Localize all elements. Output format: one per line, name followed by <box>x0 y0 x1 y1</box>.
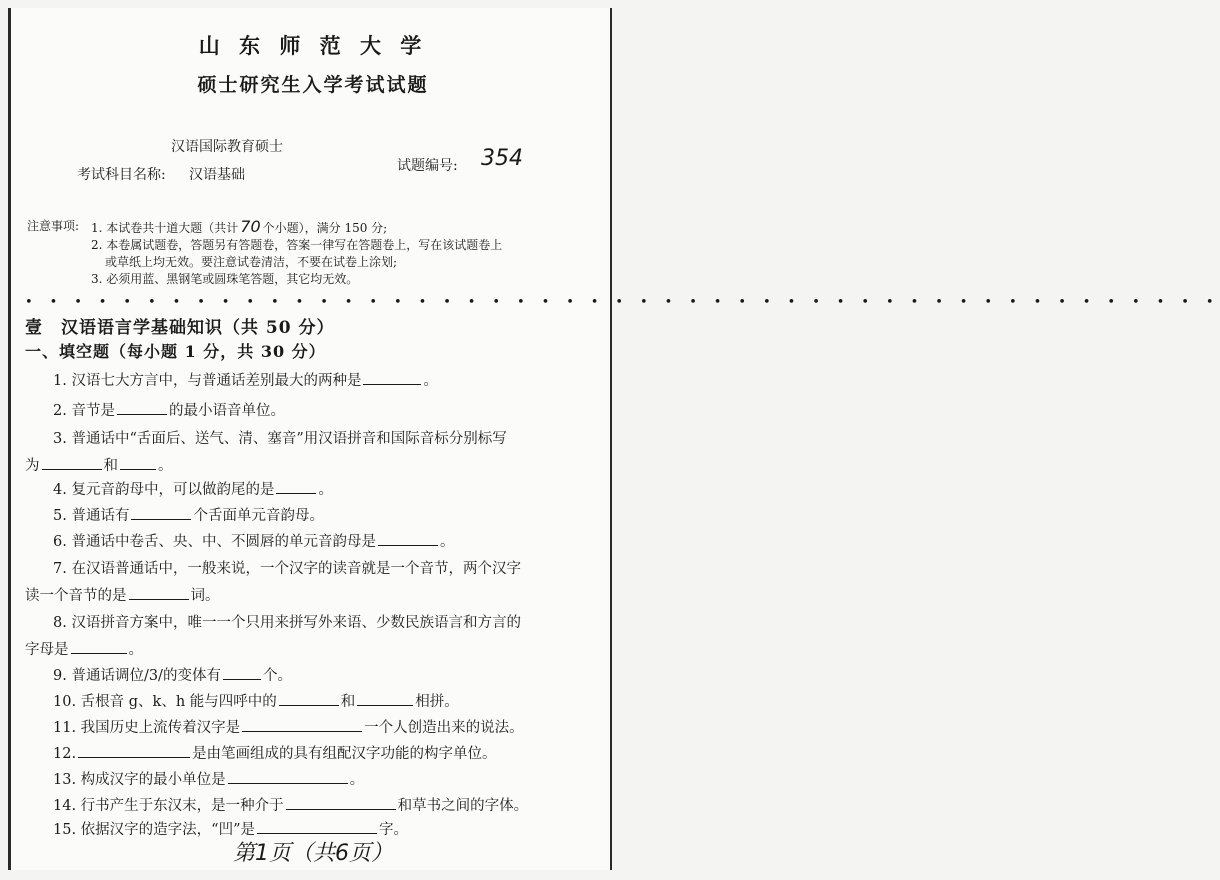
question-3-continued: 为 和 。 <box>25 454 173 475</box>
answer-blank <box>71 639 127 654</box>
question-10: 10. 舌根音 g、k、h 能与四呼中的 和 相拼。 <box>53 690 459 711</box>
subsection-title: 一、填空题（每小题 1 分，共 30 分） <box>25 342 326 361</box>
dotted-divider: • • • • • • • • • • • • • • • • • • • • • • • • • • • • • • • • • • • • • • • • • • • • • • • • • <box>25 295 1220 310</box>
answer-blank <box>117 400 167 415</box>
answer-blank <box>131 505 191 520</box>
section-title: 壹 汉语语言学基础知识（共 50 分） <box>25 318 335 338</box>
notes-label: 注意事项: <box>27 219 80 233</box>
notes-block <box>27 218 502 288</box>
answer-blank <box>378 531 438 546</box>
answer-blank <box>357 691 413 706</box>
question-count: 70 <box>240 217 261 236</box>
subject-value: 汉语基础 <box>189 167 245 183</box>
question-7: 7. 在汉语普通话中，一般来说，一个汉字的读音就是一个音节，两个汉字 <box>53 561 521 577</box>
page-footer: 第1页（共6页） <box>233 841 393 866</box>
answer-blank <box>363 370 421 385</box>
question-1: 1. 汉语七大方言中，与普通话差别最大的两种是 。 <box>53 369 438 390</box>
answer-blank <box>276 479 316 494</box>
university-name: 山 东 师 范 大 学 <box>198 33 428 58</box>
question-13: 13. 构成汉字的最小单位是 。 <box>53 768 364 789</box>
question-15: 15. 依据汉字的造字法，“凹”是 字。 <box>53 818 408 839</box>
question-6: 6. 普通话中卷舌、央、中、不圆唇的单元音韵母是 。 <box>53 530 454 551</box>
answer-blank <box>279 691 339 706</box>
answer-blank <box>228 769 348 784</box>
exam-title: 硕士研究生入学考试试题 <box>197 74 429 96</box>
answer-blank <box>129 585 189 600</box>
question-8: 8. 汉语拼音方案中，唯一一个只用来拼写外来语、少数民族语言和方言的 <box>53 615 521 631</box>
answer-blank <box>42 455 102 470</box>
answer-blank <box>223 665 261 680</box>
answer-blank <box>286 795 396 810</box>
question-2: 2. 音节是 的最小语音单位。 <box>53 399 285 420</box>
question-3: 3. 普通话中“舌面后、送气、清、塞音”用汉语拼音和国际音标分别标写 <box>53 431 507 447</box>
question-8-continued: 字母是 。 <box>25 638 143 659</box>
question-4: 4. 复元音韵母中，可以做韵尾的是 。 <box>53 478 333 499</box>
note-item-2-line-1: 2. 本卷属试题卷，答题另有答题卷，答案一律写在答题卷上，写在该试题卷上 <box>91 238 503 252</box>
question-9: 9. 普通话调位/3/的变体有 个。 <box>53 664 292 685</box>
note-item-3: 3. 必须用蓝、黑钢笔或圆珠笔答题，其它均无效。 <box>91 272 359 286</box>
major-name: 汉语国际教育硕士 <box>171 139 283 155</box>
question-7-continued: 读一个音节的是 词。 <box>25 584 220 605</box>
code-label: 试题编号: <box>397 158 458 174</box>
note-item-1: 1. 本试卷共十道大题（共计 70 个小题），满分 150 分; <box>91 217 388 236</box>
question-12: 12. 是由笔画组成的具有组配汉字功能的构字单位。 <box>53 742 497 763</box>
answer-blank <box>78 743 190 758</box>
question-11: 11. 我国历史上流传着汉字是 一个人创造出来的说法。 <box>53 716 524 737</box>
question-5: 5. 普通话有 个舌面单元音韵母。 <box>53 504 324 525</box>
subject-label: 考试科目名称: <box>77 167 166 183</box>
question-14: 14. 行书产生于东汉末，是一种介于 和草书之间的字体。 <box>53 794 528 815</box>
exam-page <box>8 8 1220 870</box>
code-value: 354 <box>481 146 523 171</box>
note-item-2-line-2: 或草纸上均无效。要注意试卷清洁，不要在试卷上涂划; <box>105 255 398 269</box>
answer-blank <box>242 717 362 732</box>
answer-blank <box>257 819 377 834</box>
answer-blank <box>120 455 156 470</box>
